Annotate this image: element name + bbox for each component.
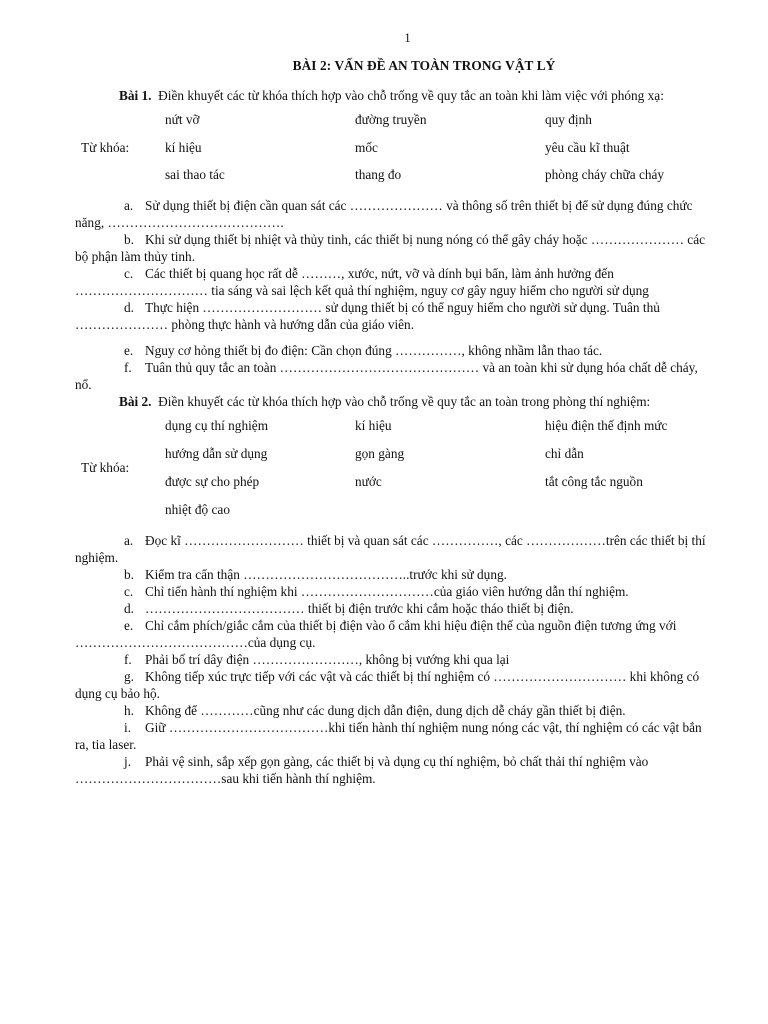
exercise-2-item-h	[75, 702, 715, 719]
item-text: Kiểm tra cẩn thận ………………………………..trước khi sử dụng.	[145, 566, 507, 582]
keyword: sai thao tác	[165, 167, 225, 182]
exercise-1-item-f	[75, 359, 715, 393]
keyword: gọn gàng	[355, 445, 405, 461]
document-page	[75, 30, 715, 787]
item-letter: c.	[124, 583, 134, 599]
item-letter: f.	[124, 651, 132, 667]
item-text: Sử dụng thiết bị điện cần quan sát các ………………… và thông số trên thiết bị để sử dụng đúng chức năng, ………………………………….	[75, 197, 693, 230]
keyword	[545, 496, 745, 524]
exercise-2-keywords	[75, 412, 715, 524]
item-text: Chỉ tiến hành thí nghiệm khi …………………………của giáo viên hướng dẫn thí nghiệm.	[145, 583, 629, 599]
item-letter: h.	[124, 702, 134, 718]
exercise-1-keywords	[75, 106, 715, 189]
keyword: chỉ dẫn	[545, 445, 584, 461]
item-text: Khi sử dụng thiết bị nhiệt và thủy tinh, các thiết bị nung nóng có thể gây cháy hoặc ………………… các bộ phận làm thủy tinh.	[75, 231, 706, 264]
exercise-1-item-c	[75, 265, 715, 299]
exercise-1-item-b	[75, 231, 715, 265]
exercise-2-item-i	[75, 719, 715, 753]
exercise-2-item-e	[75, 617, 715, 651]
item-letter: e.	[124, 342, 134, 358]
item-letter: e.	[124, 617, 134, 633]
keyword: dụng cụ thí nghiệm	[165, 417, 269, 433]
item-letter: a.	[124, 532, 134, 548]
exercise-1-prompt	[75, 87, 715, 104]
item-text: Tuân thủ quy tắc an toàn ……………………………………… và an toàn khi sử dụng hóa chất dễ cháy, nổ.	[75, 359, 698, 392]
exercise-1-item-e	[75, 342, 715, 359]
exercise-2-item-f	[75, 651, 715, 668]
exercise-2-item-c	[75, 583, 715, 600]
keyword: phòng cháy chữa cháy	[545, 167, 665, 182]
keyword: nứt vỡ	[165, 112, 200, 127]
item-letter: b.	[124, 231, 134, 247]
exercise-1-item-d	[75, 299, 715, 333]
item-text: Đọc kĩ ……………………… thiết bị và quan sát các ……………, các ………………trên các thiết bị thí nghiệm.	[75, 532, 706, 565]
item-text: Nguy cơ hỏng thiết bị đo điện: Cần chọn đúng ……………, không nhầm lẫn thao tác.	[145, 342, 603, 358]
item-letter: a.	[124, 197, 134, 213]
item-letter: d.	[124, 600, 134, 616]
item-letter: d.	[124, 299, 134, 315]
item-letter: b.	[124, 566, 134, 582]
exercise-2-item-d	[75, 600, 715, 617]
page-title: BÀI 2: VẤN ĐỀ AN TOÀN TRONG VẬT LÝ	[292, 58, 556, 73]
item-letter: i.	[124, 719, 132, 735]
keyword: được sự cho phép	[165, 473, 260, 489]
item-letter: c.	[124, 265, 134, 281]
spacer	[75, 333, 715, 342]
exercise-2-item-g	[75, 668, 715, 702]
item-text: Giữ ………………………………khi tiến hành thí nghiệm nung nóng các vật, thí nghiệm có các vật bắn ra, tia laser.	[75, 719, 702, 752]
item-text: Phải bố trí dây điện ……………………, không bị vướng khi qua lại	[145, 651, 510, 667]
keyword: hiệu điện thế định mức	[545, 417, 668, 433]
item-text: ……………………………… thiết bị điện trước khi cắm hoặc tháo thiết bị điện.	[145, 600, 574, 616]
exercise-2-item-a	[75, 532, 715, 566]
exercise-2-label: Bài 2.	[119, 393, 152, 409]
keyword	[355, 496, 545, 524]
keyword-label: Từ khóa:	[81, 139, 130, 155]
item-text: Không để …………cũng như các dung dịch dẫn điện, dung dịch dễ cháy gần thiết bị điện.	[145, 702, 626, 718]
keyword: nhiệt độ cao	[165, 501, 230, 517]
keyword: nước	[355, 473, 382, 489]
item-text: Không tiếp xúc trực tiếp với các vật và các thiết bị thí nghiệm có ………………………… khi không có dụng cụ bảo hộ.	[75, 668, 700, 701]
keyword: tắt công tắc nguồn	[545, 473, 643, 489]
exercise-2-item-b	[75, 566, 715, 583]
exercise-1-label: Bài 1.	[119, 88, 152, 103]
exercise-1-text: Điền khuyết các từ khóa thích hợp vào chỗ trống về quy tắc an toàn khi làm việc với phóng xạ:	[158, 88, 664, 103]
keyword: đường truyền	[355, 112, 427, 127]
item-letter: f.	[124, 359, 132, 375]
exercise-2-prompt	[75, 393, 715, 410]
item-text: Thực hiện ……………………… sử dụng thiết bị có thể nguy hiểm cho người sử dụng. Tuân thủ ………………… phòng thực hành và hướng dẫn của giáo viên.	[75, 299, 660, 332]
keyword: thang đo	[355, 167, 402, 182]
item-text: Các thiết bị quang học rất dễ ………, xước, nứt, vỡ và dính bụi bẩn, làm ảnh hưởng đến ………………………… tia sáng và sai lệch kết quả thí nghiệm, nguy cơ gây nguy hiểm cho người sử dụng	[75, 265, 649, 298]
exercise-2-item-j	[75, 753, 715, 787]
keyword: mốc	[355, 139, 378, 155]
exercise-1-item-a	[75, 197, 715, 231]
keyword: yêu cầu kĩ thuật	[545, 139, 630, 155]
keyword: hướng dẫn sử dụng	[165, 445, 268, 461]
keyword: kí hiệu	[355, 417, 392, 433]
item-letter: j.	[124, 753, 132, 769]
keyword: kí hiệu	[165, 139, 202, 155]
keyword-label: Từ khóa:	[81, 460, 130, 475]
item-letter: g.	[124, 668, 134, 684]
page-number: 1	[404, 31, 411, 45]
item-text: Chỉ cắm phích/giắc cắm của thiết bị điện vào ổ cắm khi hiệu điện thế của nguồn điện tương ứng với …………………………………của dụng cụ.	[75, 617, 677, 650]
item-text: Phải vệ sinh, sắp xếp gọn gàng, các thiết bị và dụng cụ thí nghiệm, bỏ chất thải thí nghiệm vào ……………………………sau khi tiến hành thí nghiệm.	[75, 753, 649, 786]
exercise-2-text: Điền khuyết các từ khóa thích hợp vào chỗ trống về quy tắc an toàn trong phòng thí nghiệm:	[158, 393, 651, 409]
keyword: quy định	[545, 112, 592, 127]
